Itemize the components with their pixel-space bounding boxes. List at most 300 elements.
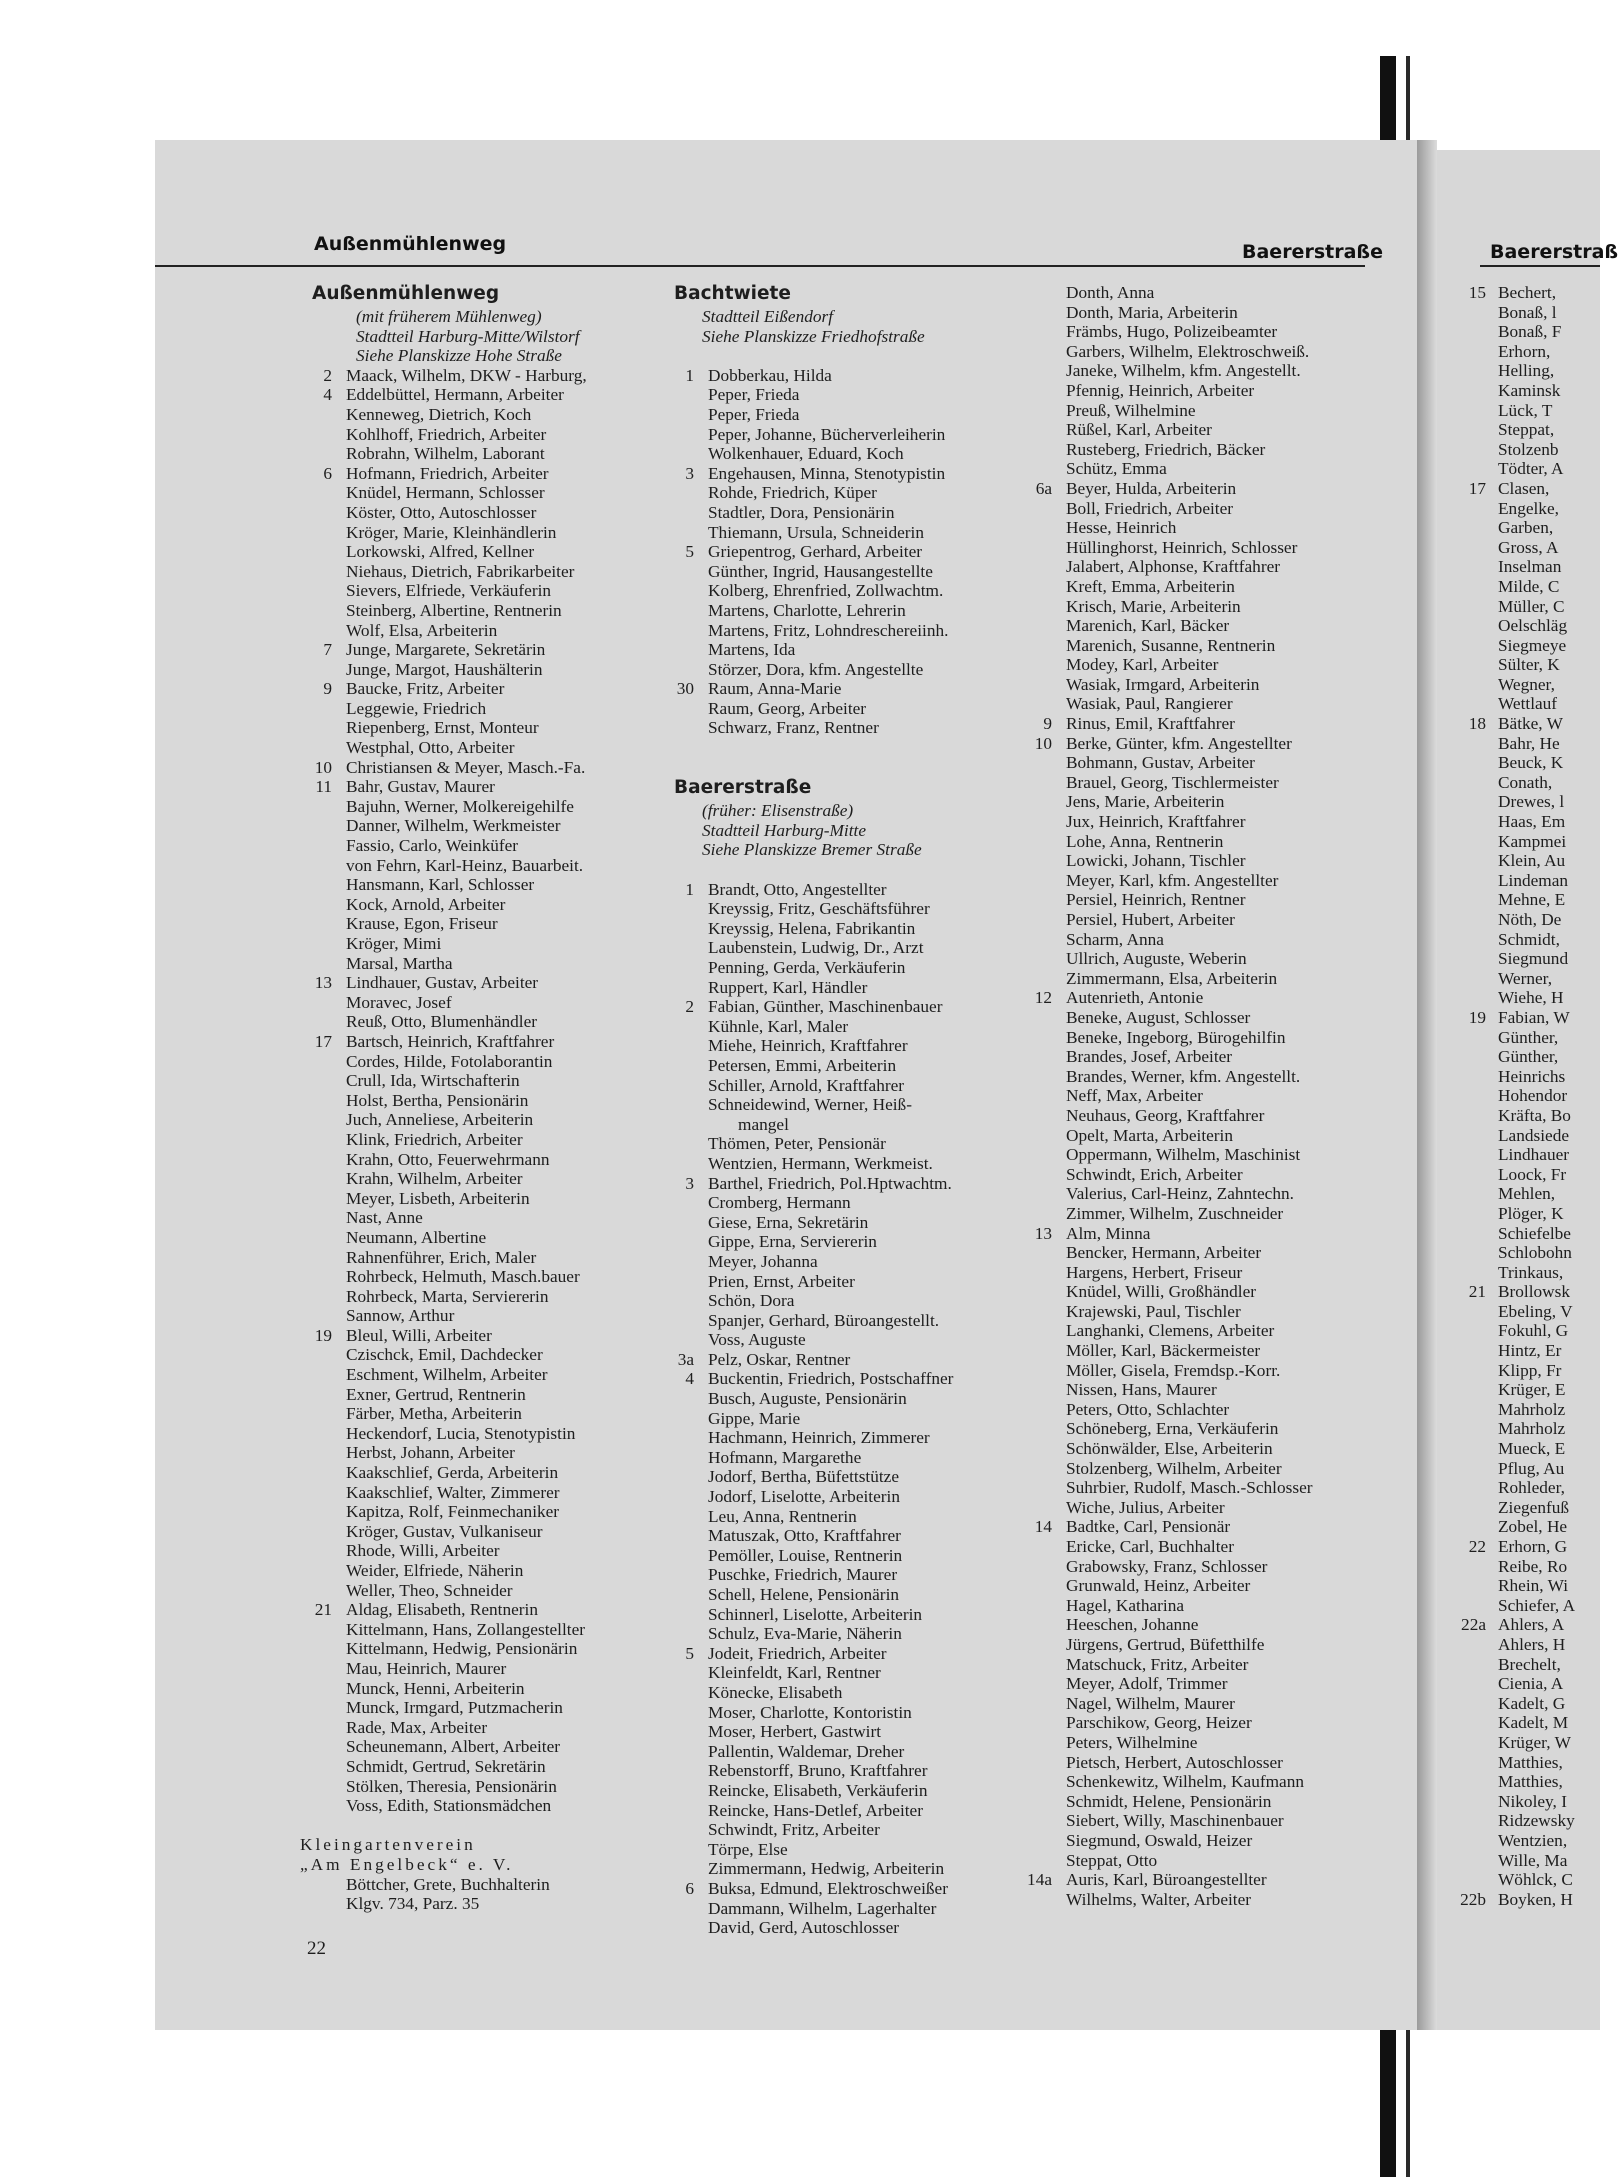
resident-entry — [300, 1404, 670, 1424]
entry-text: Buksa, Edmund, Elektroschweißer — [708, 1878, 948, 1898]
entry-text: Wille, Ma — [1498, 1850, 1568, 1870]
entry-text: Schulz, Eva-Marie, Näherin — [708, 1624, 902, 1644]
resident-entry — [1020, 1106, 1385, 1126]
house-number: 19 — [314, 1325, 332, 1345]
resident-entry — [1456, 1596, 1606, 1616]
resident-entry — [300, 1463, 670, 1483]
entry-text: Plöger, K — [1498, 1203, 1564, 1223]
resident-entry — [1456, 381, 1606, 401]
entry-text: Krüger, E — [1498, 1380, 1566, 1400]
entry-text: Schiefer, A — [1498, 1595, 1576, 1615]
resident-entry — [1456, 734, 1606, 754]
entry-text: Dobberkau, Hilda — [708, 365, 832, 385]
entry-text: Heinrichs — [1498, 1066, 1566, 1086]
resident-entry — [300, 1894, 670, 1914]
entry-text: Gippe, Erna, Serviererin — [708, 1232, 877, 1252]
resident-entry — [662, 1056, 1037, 1076]
entry-text: Czischck, Emil, Dachdecker — [346, 1345, 543, 1365]
entry-text: Kreyssig, Fritz, Geschäftsführer — [708, 899, 930, 919]
entry-text: Trinkaus, — [1498, 1262, 1564, 1282]
entry-text: Brechelt, — [1498, 1654, 1561, 1674]
entry-text: Schwindt, Fritz, Arbeiter — [708, 1820, 880, 1840]
entry-text: Junge, Margarete, Sekretärin — [346, 640, 546, 660]
entry-text: Meyer, Johanna — [708, 1251, 818, 1271]
resident-entry — [662, 1448, 1037, 1468]
resident-entry — [1020, 1204, 1385, 1224]
entry-text: Rohde, Friedrich, Küper — [708, 483, 877, 503]
entry-text: Hofmann, Friedrich, Arbeiter — [346, 463, 549, 483]
entry-text: Kleingartenverein — [300, 1835, 476, 1855]
resident-entry — [300, 1032, 670, 1052]
entry-text: Wiche, Julius, Arbeiter — [1066, 1497, 1225, 1517]
entry-text: Klein, Au — [1498, 851, 1566, 871]
resident-entry — [300, 1208, 670, 1228]
entry-text: Lindhauer — [1498, 1145, 1570, 1165]
entry-text: Kaakschlief, Gerda, Arbeiterin — [346, 1463, 559, 1483]
house-number: 13 — [314, 973, 332, 993]
resident-entry — [1456, 773, 1606, 793]
resident-entry — [1020, 1674, 1385, 1694]
entry-text: Günther, Ingrid, Hausangestellte — [708, 561, 933, 581]
entry-text: Wiehe, H — [1498, 988, 1564, 1008]
entry-text: Raum, Georg, Arbeiter — [708, 698, 867, 718]
resident-entry — [662, 503, 1037, 523]
entry-text: Eddelbüttel, Hermann, Arbeiter — [346, 385, 564, 405]
entry-text: Kreyssig, Helena, Fabrikantin — [708, 918, 916, 938]
spacer — [662, 346, 1037, 366]
resident-entry — [300, 464, 670, 484]
resident-entry — [300, 1110, 670, 1130]
resident-entry — [1020, 1361, 1385, 1381]
entry-text: Stadtteil Eißendorf — [702, 307, 834, 326]
entry-text: Erhorn, — [1498, 341, 1551, 361]
resident-entry — [1020, 1733, 1385, 1753]
resident-entry — [1456, 812, 1606, 832]
entry-text: Fabian, Günther, Maschinenbauer — [708, 997, 943, 1017]
resident-entry — [1456, 1263, 1606, 1283]
resident-entry — [1020, 616, 1385, 636]
entry-text: Krahn, Otto, Feuerwehrmann — [346, 1149, 550, 1169]
street-note — [662, 327, 1037, 347]
resident-entry — [1456, 1067, 1606, 1087]
street-heading: Bachtwiete — [674, 283, 791, 304]
resident-entry — [300, 1581, 670, 1601]
house-number: 10 — [1034, 733, 1052, 753]
resident-entry — [300, 1737, 670, 1757]
entry-text: Krüger, W — [1498, 1732, 1571, 1752]
resident-entry — [1020, 1615, 1385, 1635]
resident-entry — [1020, 1400, 1385, 1420]
entry-text: (mit früherem Mühlenweg) — [356, 307, 542, 326]
resident-entry — [300, 1248, 670, 1268]
entry-text: Milde, C — [1498, 576, 1560, 596]
resident-entry — [300, 1287, 670, 1307]
entry-text: Heckendorf, Lucia, Stenotypistin — [346, 1423, 576, 1443]
resident-entry — [662, 660, 1037, 680]
resident-entry — [662, 366, 1037, 386]
resident-entry — [662, 1428, 1037, 1448]
entry-text: Ericke, Carl, Buchhalter — [1066, 1537, 1234, 1556]
resident-entry — [300, 1483, 670, 1503]
resident-entry — [1456, 1772, 1606, 1792]
resident-entry — [1020, 1243, 1385, 1263]
resident-entry — [1020, 401, 1385, 421]
entry-text: Wentzien, Hermann, Werkmeist. — [708, 1153, 933, 1173]
resident-entry — [300, 601, 670, 621]
resident-entry — [1020, 1047, 1385, 1067]
resident-entry — [1020, 694, 1385, 714]
resident-entry — [1456, 1870, 1606, 1890]
resident-entry — [1456, 538, 1606, 558]
entry-text: Ridzewsky — [1498, 1811, 1575, 1831]
entry-text: Ahlers, H — [1498, 1634, 1566, 1654]
entry-text: Garbers, Wilhelm, Elektroschweiß. — [1066, 341, 1310, 361]
entry-text: Wettlauf — [1498, 694, 1558, 714]
resident-entry — [662, 1252, 1037, 1272]
resident-entry — [1456, 459, 1606, 479]
resident-entry — [662, 699, 1037, 719]
entry-text: Grunwald, Heinz, Arbeiter — [1066, 1576, 1251, 1596]
resident-entry — [1020, 1635, 1385, 1655]
entry-text: Jux, Heinrich, Kraftfahrer — [1066, 812, 1246, 832]
resident-entry — [1020, 1419, 1385, 1439]
entry-text: Crull, Ida, Wirtschafterin — [346, 1071, 520, 1091]
entry-text: Hagel, Katharina — [1066, 1595, 1185, 1615]
resident-entry — [662, 1683, 1037, 1703]
house-number: 6 — [685, 1878, 694, 1898]
entry-text: Kreft, Emma, Arbeiterin — [1066, 576, 1235, 596]
resident-entry — [1456, 1106, 1606, 1126]
entry-text: Wilhelms, Walter, Arbeiter — [1066, 1889, 1252, 1909]
resident-entry — [662, 1820, 1037, 1840]
resident-entry — [300, 777, 670, 797]
entry-text: Pfennig, Heinrich, Arbeiter — [1066, 380, 1255, 400]
resident-entry — [1456, 1674, 1606, 1694]
resident-entry — [300, 758, 670, 778]
resident-entry — [300, 385, 670, 405]
entry-text: Exner, Gertrud, Rentnerin — [346, 1384, 526, 1404]
entry-text: Steppat, — [1498, 420, 1555, 440]
resident-entry — [1456, 1655, 1606, 1675]
entry-text: Hargens, Herbert, Friseur — [1066, 1262, 1243, 1282]
entry-text: Hintz, Er — [1498, 1341, 1562, 1361]
entry-text: Kapitza, Rolf, Feinmechaniker — [346, 1502, 560, 1522]
entry-text: Martens, Charlotte, Lehrerin — [708, 600, 906, 620]
running-head-left: Außenmühlenweg — [314, 233, 507, 255]
resident-entry — [662, 1134, 1037, 1154]
entry-text: Maack, Wilhelm, DKW - Harburg, — [346, 365, 587, 385]
resident-entry — [300, 1600, 670, 1620]
resident-entry — [1456, 499, 1606, 519]
entry-text: Främbs, Hugo, Polizeibeamter — [1066, 322, 1278, 342]
entry-text: Suhrbier, Rudolf, Masch.-Schlosser — [1066, 1478, 1313, 1498]
entry-text: Puschke, Friedrich, Maurer — [708, 1565, 898, 1585]
entry-text: Schenkewitz, Wilhelm, Kaufmann — [1066, 1772, 1304, 1792]
entry-text: Kenneweg, Dietrich, Koch — [346, 404, 532, 424]
resident-entry — [1020, 1792, 1385, 1812]
resident-entry — [1020, 1263, 1385, 1283]
resident-entry — [1020, 969, 1385, 989]
resident-entry — [300, 914, 670, 934]
entry-text: Robrahn, Wilhelm, Laborant — [346, 444, 545, 464]
entry-text: Böttcher, Grete, Buchhalterin — [346, 1874, 550, 1894]
resident-entry — [662, 1272, 1037, 1292]
entry-text: Bechert, — [1498, 283, 1557, 302]
resident-entry — [1020, 1126, 1385, 1146]
resident-entry — [300, 699, 670, 719]
resident-entry — [1456, 1851, 1606, 1871]
entry-text: Lück, T — [1498, 400, 1553, 420]
resident-entry — [1020, 851, 1385, 871]
resident-entry — [300, 1150, 670, 1170]
entry-text: Schell, Helene, Pensionärin — [708, 1585, 900, 1604]
resident-entry — [1020, 1831, 1385, 1851]
resident-entry — [1456, 518, 1606, 538]
resident-entry — [300, 1796, 670, 1816]
resident-entry — [662, 1546, 1037, 1566]
house-number: 15 — [1468, 283, 1486, 302]
resident-entry — [1020, 1165, 1385, 1185]
entry-text: Schwindt, Erich, Arbeiter — [1066, 1164, 1243, 1184]
entry-text: Färber, Metha, Arbeiterin — [346, 1404, 522, 1424]
resident-entry — [1456, 890, 1606, 910]
resident-entry — [662, 1389, 1037, 1409]
resident-entry — [1456, 753, 1606, 773]
resident-entry — [300, 797, 670, 817]
resident-entry — [1456, 1302, 1606, 1322]
resident-entry — [662, 1330, 1037, 1350]
entry-text: Cienia, A — [1498, 1674, 1564, 1694]
entry-text: Matthies, — [1498, 1752, 1563, 1772]
entry-text: Kock, Arnold, Arbeiter — [346, 894, 506, 914]
entry-text: Griepentrog, Gerhard, Arbeiter — [708, 542, 923, 562]
entry-text: Thömen, Peter, Pensionär — [708, 1134, 886, 1154]
column-1 — [300, 283, 670, 1914]
resident-entry — [1020, 1694, 1385, 1714]
resident-entry — [1456, 1243, 1606, 1263]
resident-entry — [300, 1541, 670, 1561]
entry-text: Oelschläg — [1498, 616, 1568, 636]
entry-text: Zimmer, Wilhelm, Zuschneider — [1066, 1203, 1284, 1223]
resident-entry — [300, 1424, 670, 1444]
resident-entry — [662, 679, 1037, 699]
resident-entry — [1020, 910, 1385, 930]
resident-entry — [300, 1679, 670, 1699]
entry-text: Cromberg, Hermann — [708, 1193, 851, 1213]
entry-text: Nöth, De — [1498, 910, 1562, 929]
resident-entry — [662, 1095, 1037, 1115]
entry-text: Pflug, Au — [1498, 1458, 1565, 1478]
entry-text: Fabian, W — [1498, 1007, 1570, 1027]
entry-text: mangel — [738, 1114, 789, 1134]
resident-entry — [1020, 459, 1385, 479]
resident-entry — [662, 1213, 1037, 1233]
entry-text: Sülter, K — [1498, 655, 1560, 675]
resident-entry — [1456, 420, 1606, 440]
entry-text: Kräfta, Bo — [1498, 1105, 1571, 1125]
resident-entry — [1456, 1321, 1606, 1341]
resident-entry — [1020, 1380, 1385, 1400]
resident-entry — [1456, 1145, 1606, 1165]
entry-text: Steinberg, Albertine, Rentnerin — [346, 600, 562, 620]
resident-entry — [662, 1526, 1037, 1546]
resident-entry — [662, 640, 1037, 660]
resident-entry — [300, 1875, 670, 1895]
entry-text: Klipp, Fr — [1498, 1360, 1562, 1380]
resident-entry — [1020, 381, 1385, 401]
resident-entry — [662, 1036, 1037, 1056]
entry-text: Berke, Günter, kfm. Angestellter — [1066, 733, 1292, 753]
entry-text: Munck, Irmgard, Putzmacherin — [346, 1698, 563, 1718]
resident-entry — [662, 1291, 1037, 1311]
resident-entry — [662, 1918, 1037, 1938]
entry-text: Leu, Anna, Rentnerin — [708, 1506, 857, 1526]
resident-entry — [1456, 557, 1606, 577]
resident-entry — [662, 1369, 1037, 1389]
entry-text: Bencker, Hermann, Arbeiter — [1066, 1243, 1262, 1263]
entry-text: Hachmann, Heinrich, Zimmerer — [708, 1428, 930, 1448]
resident-entry — [1020, 479, 1385, 499]
resident-entry — [300, 895, 670, 915]
entry-text: Bahr, He — [1498, 733, 1560, 753]
resident-entry — [300, 1718, 670, 1738]
resident-entry — [300, 1698, 670, 1718]
entry-text: Schütz, Emma — [1066, 459, 1167, 479]
entry-text: Bartsch, Heinrich, Kraftfahrer — [346, 1031, 555, 1051]
resident-entry — [1456, 1517, 1606, 1537]
entry-text: Pelz, Oskar, Rentner — [708, 1349, 851, 1369]
club-heading — [300, 1855, 670, 1875]
entry-text: Brandt, Otto, Angestellter — [708, 879, 887, 899]
resident-entry — [1020, 812, 1385, 832]
entry-text: Niehaus, Dietrich, Fabrikarbeiter — [346, 561, 575, 581]
resident-entry — [1020, 322, 1385, 342]
entry-text: Beneke, Ingeborg, Bürogehilfin — [1066, 1027, 1286, 1047]
entry-text: Wegner, — [1498, 674, 1555, 694]
house-number: 22a — [1461, 1615, 1486, 1635]
entry-text: Ruppert, Karl, Händler — [708, 977, 868, 997]
house-number: 1 — [685, 879, 694, 899]
resident-entry — [300, 366, 670, 386]
entry-text: Ullrich, Auguste, Weberin — [1066, 949, 1247, 969]
resident-entry — [662, 997, 1037, 1017]
resident-entry — [1456, 949, 1606, 969]
entry-text: Voss, Edith, Stationsmädchen — [346, 1796, 552, 1816]
entry-text: Schmidt, Gertrud, Sekretärin — [346, 1756, 546, 1776]
resident-entry — [1456, 401, 1606, 421]
house-number: 30 — [676, 679, 694, 699]
entry-text: Aldag, Elisabeth, Rentnerin — [346, 1600, 538, 1620]
entry-text: Donth, Anna — [1066, 283, 1155, 302]
entry-text: Hesse, Heinrich — [1066, 518, 1177, 538]
resident-entry — [1456, 832, 1606, 852]
street-note — [662, 307, 1037, 327]
resident-entry — [300, 1659, 670, 1679]
resident-entry — [662, 1174, 1037, 1194]
resident-entry — [1456, 1694, 1606, 1714]
house-number: 17 — [314, 1031, 332, 1051]
entry-text: Sannow, Arthur — [346, 1306, 455, 1326]
resident-entry — [300, 856, 670, 876]
entry-text: Engelke, — [1498, 498, 1559, 518]
resident-entry — [300, 954, 670, 974]
entry-text: Stadtler, Dora, Pensionärin — [708, 502, 895, 522]
entry-text: Kampmei — [1498, 831, 1567, 851]
resident-entry — [1020, 1498, 1385, 1518]
entry-text: Neuhaus, Georg, Kraftfahrer — [1066, 1105, 1265, 1125]
resident-entry — [1020, 440, 1385, 460]
entry-text: Moser, Herbert, Gastwirt — [708, 1722, 882, 1742]
entry-text: Scheunemann, Albert, Arbeiter — [346, 1737, 561, 1757]
resident-entry — [300, 503, 670, 523]
street-note — [300, 327, 670, 347]
entry-text: Boll, Friedrich, Arbeiter — [1066, 498, 1234, 518]
entry-text: Günther, — [1498, 1027, 1559, 1047]
house-number: 11 — [315, 777, 332, 797]
entry-text: Auris, Karl, Büroangestellter — [1066, 1870, 1267, 1890]
house-number: 12 — [1034, 988, 1052, 1008]
entry-text: Preuß, Wilhelmine — [1066, 400, 1196, 420]
resident-entry — [1020, 832, 1385, 852]
entry-text: Stolzenberg, Wilhelm, Arbeiter — [1066, 1458, 1282, 1478]
resident-entry — [1456, 1753, 1606, 1773]
resident-entry — [300, 1091, 670, 1111]
entry-text: Stolzenb — [1498, 439, 1559, 459]
resident-entry — [662, 1624, 1037, 1644]
entry-text: Gross, A — [1498, 537, 1559, 557]
entry-text: Köster, Otto, Autoschlosser — [346, 502, 537, 522]
entry-text: Marsal, Martha — [346, 953, 453, 973]
resident-entry — [1456, 1615, 1606, 1635]
resident-entry — [300, 1189, 670, 1209]
entry-text: Schiefelbe — [1498, 1223, 1571, 1243]
entry-text: Matschuck, Fritz, Arbeiter — [1066, 1654, 1249, 1674]
entry-text: Barthel, Friedrich, Pol.Hptwachtm. — [708, 1173, 952, 1193]
resident-entry — [300, 816, 670, 836]
entry-text: Siehe Planskizze Hohe Straße — [356, 346, 562, 366]
resident-entry — [1020, 1478, 1385, 1498]
house-number: 14a — [1027, 1870, 1052, 1890]
entry-text: Wöhlck, C — [1498, 1870, 1573, 1890]
entry-text: David, Gerd, Autoschlosser — [708, 1918, 900, 1938]
entry-text: Jens, Marie, Arbeiterin — [1066, 792, 1225, 812]
house-number: 18 — [1468, 714, 1486, 734]
resident-entry — [1456, 1792, 1606, 1812]
entry-text: Siegmund, Oswald, Heizer — [1066, 1830, 1253, 1850]
entry-text: Krajewski, Paul, Tischler — [1066, 1301, 1241, 1321]
entry-text: Moser, Charlotte, Kontoristin — [708, 1702, 912, 1722]
resident-entry — [1456, 930, 1606, 950]
resident-entry — [662, 1507, 1037, 1527]
entry-text: Garben, — [1498, 518, 1554, 538]
resident-entry — [1456, 1224, 1606, 1244]
entry-text: Prien, Ernst, Arbeiter — [708, 1271, 855, 1291]
resident-entry — [300, 718, 670, 738]
resident-entry — [1020, 949, 1385, 969]
entry-text: Störzer, Dora, kfm. Angestellte — [708, 659, 924, 679]
resident-entry — [1456, 1713, 1606, 1733]
resident-entry — [662, 444, 1037, 464]
resident-entry — [1456, 1282, 1606, 1302]
resident-entry — [1020, 1184, 1385, 1204]
resident-entry — [1456, 440, 1606, 460]
house-number: 2 — [685, 997, 694, 1017]
entry-text: Lohe, Anna, Rentnerin — [1066, 831, 1224, 851]
resident-entry — [1020, 1459, 1385, 1479]
resident-entry — [1020, 1517, 1385, 1537]
entry-text: Beuck, K — [1498, 753, 1564, 773]
entry-text: Scharm, Anna — [1066, 929, 1164, 949]
